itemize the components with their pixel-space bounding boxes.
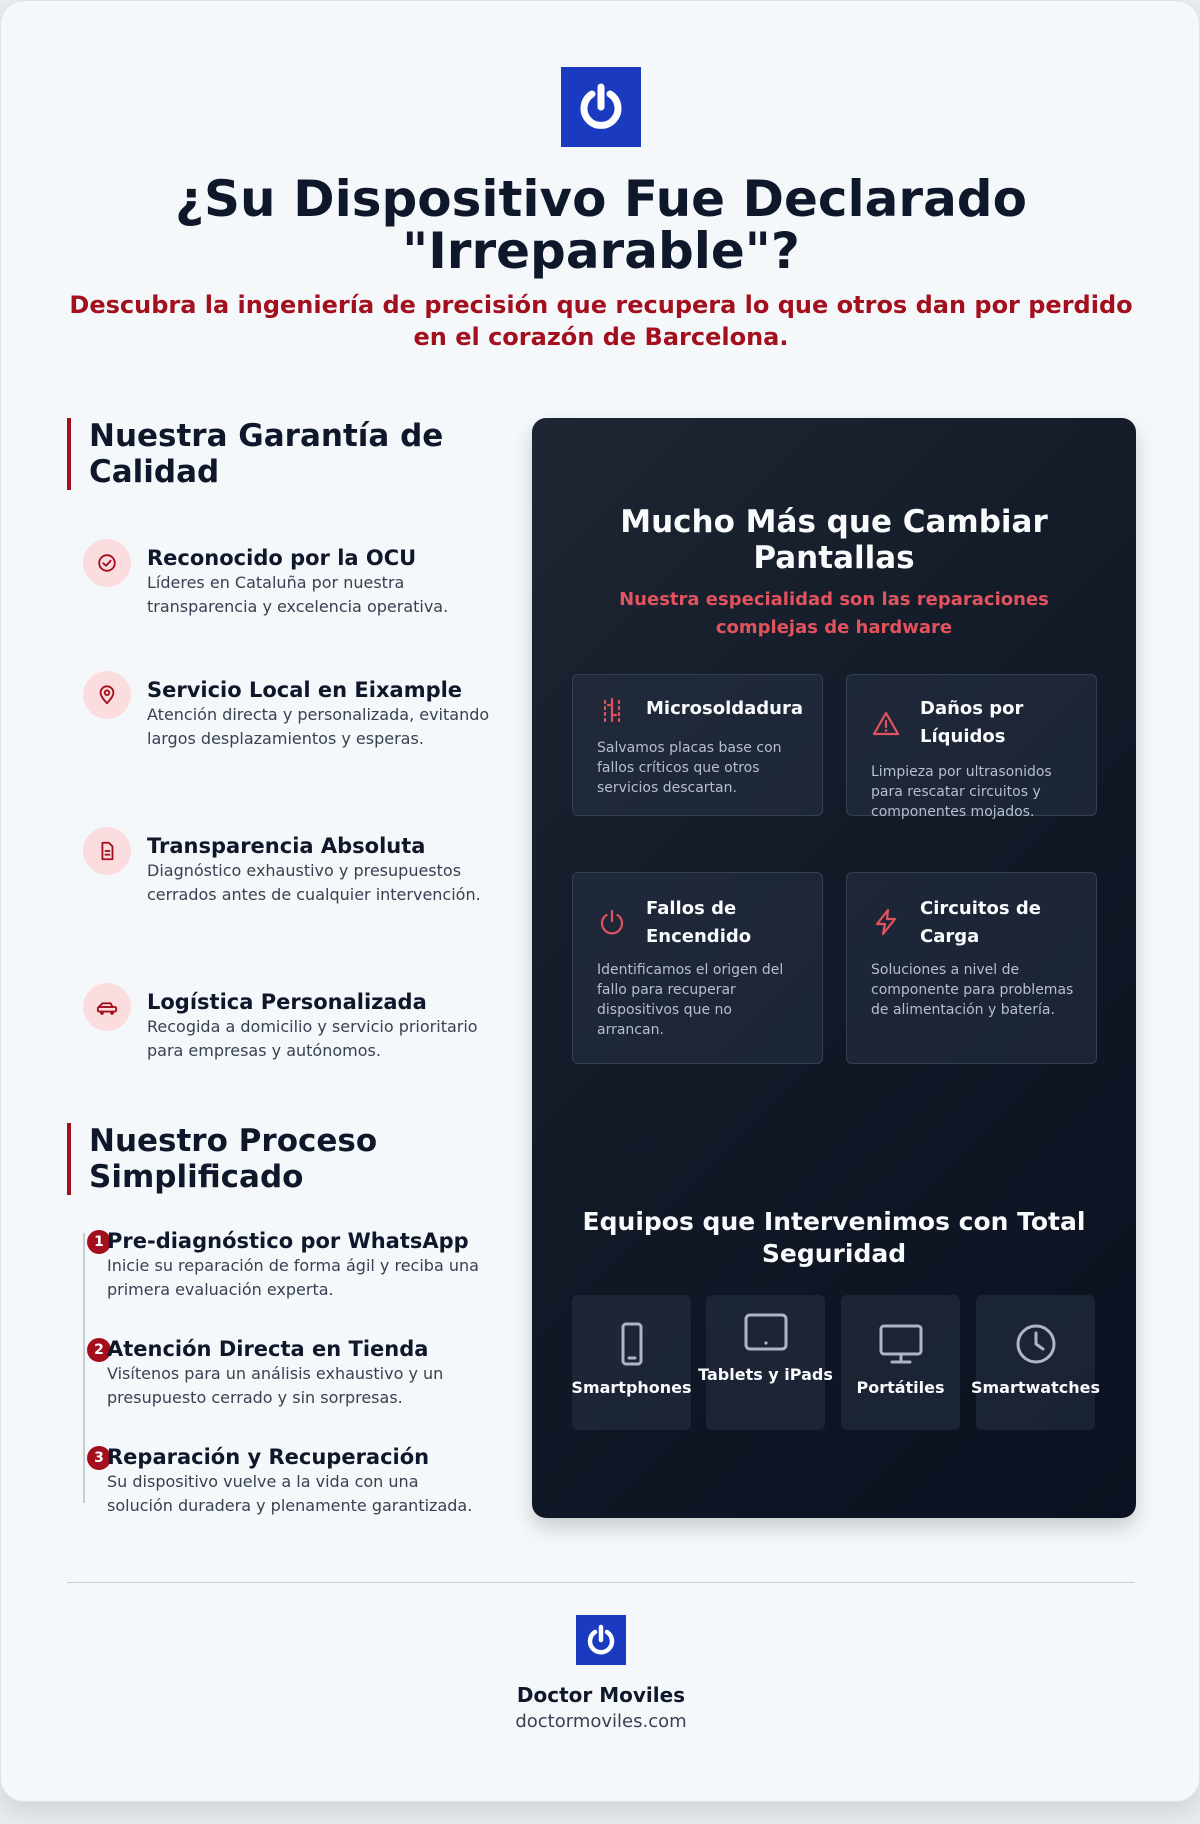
services-title: Mucho Más que Cambiar Pantallas — [620, 504, 1048, 576]
power-icon — [597, 907, 627, 937]
service-card-title: Daños por Líquidos — [920, 698, 1024, 747]
process-heading: Nuestro Proceso Simplificado — [67, 1123, 487, 1195]
step-number-badge: 2 — [87, 1338, 111, 1362]
step-title: Pre-diagnóstico por WhatsApp — [107, 1229, 469, 1253]
service-card — [846, 872, 1097, 1064]
step-title: Atención Directa en Tienda — [107, 1337, 429, 1361]
step-title: Reparación y Recuperación — [107, 1445, 430, 1469]
service-card-description: Limpieza por ultrasonidos para rescatar circuitos y componentes mojados. — [871, 764, 1052, 820]
device-tile — [841, 1295, 960, 1430]
monitor-icon — [878, 1321, 924, 1367]
footer-divider — [67, 1582, 1135, 1583]
feature-title: Reconocido por la OCU — [147, 546, 417, 570]
step-description: Su dispositivo vuelve a la vida con una solución duradera y plenamente garantizada. — [107, 1472, 473, 1515]
service-card-description: Salvamos placas base con fallos críticos que otros servicios descartan. — [597, 740, 782, 796]
service-card — [572, 872, 823, 1064]
step-description: Visítenos para un análisis exhaustivo y un presupuesto cerrado y sin sorpresas. — [107, 1364, 444, 1407]
equipment-title: Equipos que Intervenimos con Total Seguridad — [582, 1207, 1086, 1268]
service-card — [572, 674, 823, 816]
footer-website-link[interactable]: doctormoviles.com — [515, 1711, 687, 1732]
footer-logo — [576, 1615, 626, 1665]
feature-description: Atención directa y personalizada, evitando largos desplazamientos y esperas. — [147, 705, 490, 748]
device-label: Smartphones — [571, 1378, 692, 1397]
guarantee-heading: Nuestra Garantía de Calidad — [67, 418, 487, 490]
car-icon — [83, 983, 131, 1031]
device-label: Smartwatches — [970, 1378, 1100, 1397]
services-subtitle: Nuestra especialidad son las reparaciones complejas de hardware — [619, 589, 1049, 638]
feature-description: Recogida a domicilio y servicio prioritario para empresas y autónomos. — [147, 1017, 478, 1060]
page-title: ¿Su Dispositivo Fue Declarado "Irreparable"? — [175, 170, 1027, 280]
power-icon — [583, 1622, 619, 1658]
microsolder-icon — [597, 695, 627, 725]
feature-description: Líderes en Cataluña por nuestra transparencia y excelencia operativa. — [147, 573, 449, 616]
feature-title: Logística Personalizada — [147, 990, 427, 1014]
device-label: Tablets y iPads — [698, 1365, 833, 1384]
device-tile — [970, 1295, 1100, 1430]
device-tile — [572, 1295, 691, 1430]
device-tile — [698, 1295, 833, 1430]
device-label: Portátiles — [856, 1378, 945, 1397]
page-subtitle: Descubra la ingeniería de precisión que recupera lo que otros dan por perdido en el corazón de Barcelona. — [69, 291, 1133, 351]
brand-logo — [561, 67, 641, 147]
service-card-title: Circuitos de Carga — [920, 898, 1041, 947]
tablet-icon — [743, 1309, 789, 1355]
service-card-description: Identificamos el origen del fallo para recuperar dispositivos que no arrancan. — [597, 962, 784, 1038]
power-icon — [573, 79, 629, 135]
clock-icon — [1013, 1321, 1059, 1367]
service-card-description: Soluciones a nivel de componente para problemas de alimentación y batería. — [871, 962, 1074, 1018]
feature-description: Diagnóstico exhaustivo y presupuestos cerrados antes de cualquier intervención. — [147, 861, 481, 904]
service-card-title: Fallos de Encendido — [646, 898, 752, 947]
services-panel — [532, 418, 1136, 1518]
document-icon — [83, 827, 131, 875]
footer-brand-name: Doctor Moviles — [516, 1683, 686, 1707]
smartphone-icon — [609, 1321, 655, 1367]
timeline-line — [83, 1233, 85, 1503]
service-card-title: Microsoldadura — [646, 698, 803, 719]
warning-triangle-icon — [871, 709, 901, 739]
step-number-badge: 3 — [87, 1446, 111, 1470]
check-circle-icon — [83, 539, 131, 587]
step-description: Inicie su reparación de forma ágil y reciba una primera evaluación experta. — [107, 1256, 479, 1299]
service-card — [846, 674, 1097, 820]
lightning-icon — [871, 907, 901, 937]
feature-title: Transparencia Absoluta — [147, 834, 426, 858]
feature-title: Servicio Local en Eixample — [147, 678, 463, 702]
step-number-badge: 1 — [87, 1230, 111, 1254]
map-pin-icon — [83, 671, 131, 719]
